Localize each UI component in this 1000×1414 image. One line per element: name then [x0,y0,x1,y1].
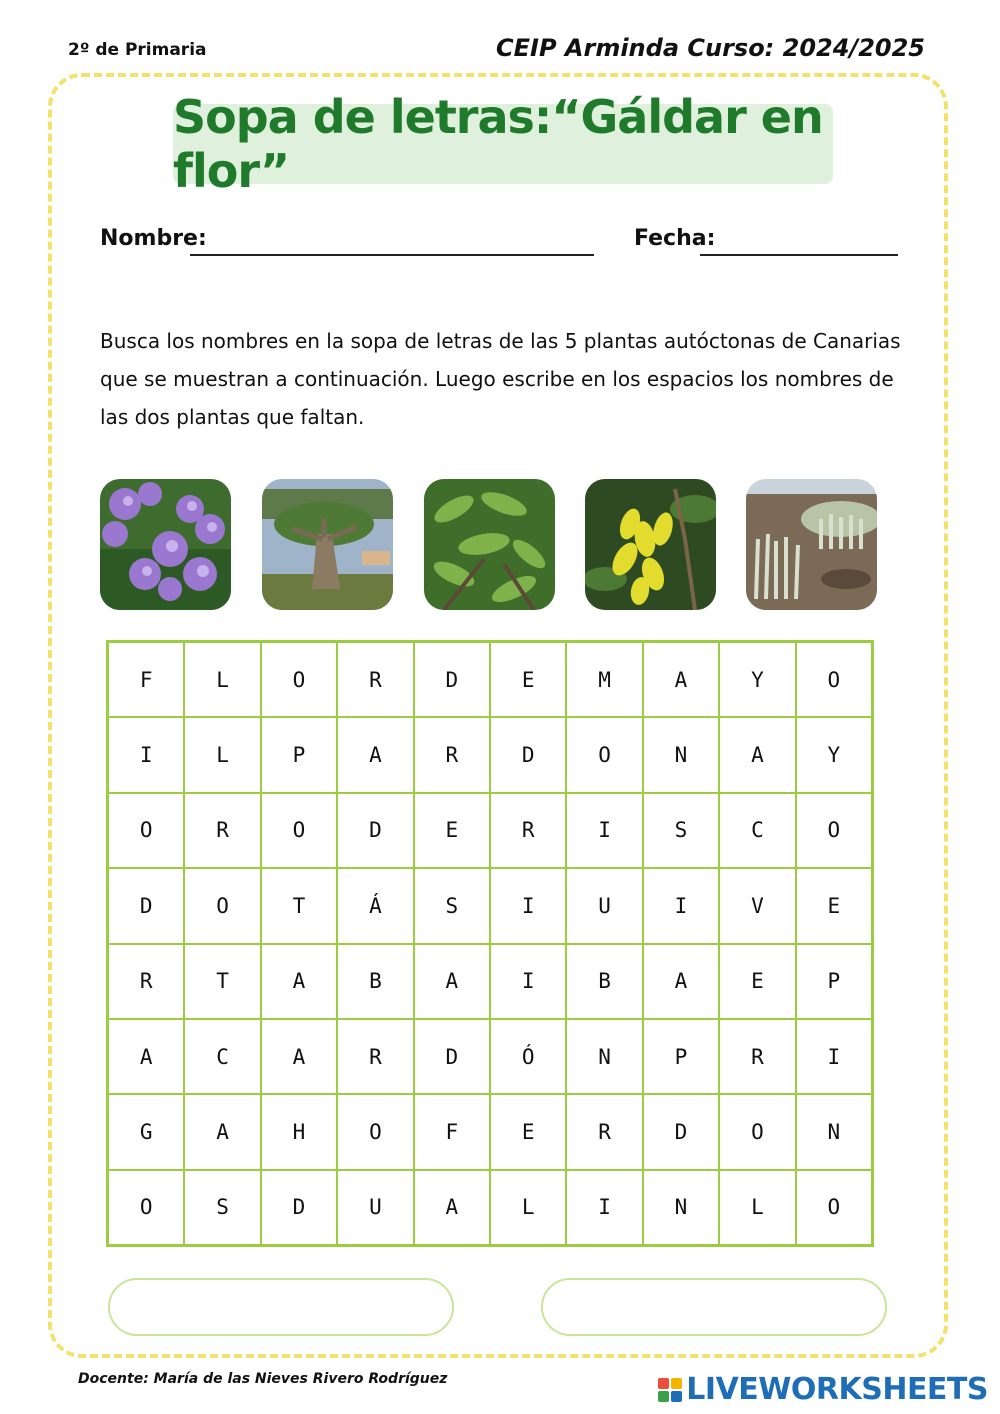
grid-cell[interactable]: R [719,1019,795,1094]
title-banner [173,90,833,198]
grid-cell[interactable]: L [719,1170,795,1245]
grid-cell[interactable]: O [261,642,337,717]
grid-cell[interactable]: I [796,1019,872,1094]
name-line[interactable] [190,254,594,256]
grid-cell[interactable]: O [108,1170,184,1245]
grid-cell[interactable]: A [414,944,490,1019]
grid-cell[interactable]: B [566,944,642,1019]
instructions-text: Busca los nombres en la sopa de letras de las 5 plantas autóctonas de Canarias que se muestran a continuación. Luego escribe en los espacios los nombres de las dos plantas que faltan. [100,329,901,429]
grid-cell[interactable]: C [719,793,795,868]
grid-cell[interactable]: V [719,868,795,943]
grid-cell[interactable]: S [414,868,490,943]
grade-label: 2º de Primaria [68,40,207,60]
grid-cell[interactable]: B [337,944,413,1019]
grid-cell[interactable]: R [337,642,413,717]
grid-cell[interactable]: I [108,717,184,792]
grid-cell[interactable]: E [796,868,872,943]
yellow-flowers-photo [585,479,716,610]
grid-cell[interactable]: I [490,944,566,1019]
grid-cell[interactable]: E [490,642,566,717]
grid-cell[interactable]: D [490,717,566,792]
brand-name: LIVEWORKSHEETS [686,1372,988,1407]
grid-cell[interactable]: S [643,793,719,868]
date-label: Fecha: [634,226,716,251]
grid-cell[interactable]: Ó [490,1019,566,1094]
grid-cell[interactable]: D [261,1170,337,1245]
teacher-credit: Docente: María de las Nieves Rivero Rodríguez [78,1371,448,1387]
grid-cell[interactable]: D [414,1019,490,1094]
grid-cell[interactable]: F [108,642,184,717]
grid-cell[interactable]: E [719,944,795,1019]
page-title: Sopa de letras:“Gáldar en flor” [173,90,823,198]
grid-cell[interactable]: L [184,642,260,717]
grid-cell[interactable]: G [108,1094,184,1169]
grid-cell[interactable]: L [184,717,260,792]
grid-cell[interactable]: C [184,1019,260,1094]
grid-cell[interactable]: D [643,1094,719,1169]
grid-cell[interactable]: F [414,1094,490,1169]
grid-cell[interactable]: A [261,1019,337,1094]
grid-cell[interactable]: R [414,717,490,792]
grid-cell[interactable]: N [643,1170,719,1245]
liveworksheets-logo-icon [658,1378,682,1402]
grid-cell[interactable]: U [337,1170,413,1245]
grid-cell[interactable]: N [796,1094,872,1169]
grid-cell[interactable]: A [643,642,719,717]
grid-cell[interactable]: H [261,1094,337,1169]
grid-cell[interactable]: O [796,1170,872,1245]
grid-cell[interactable]: O [261,793,337,868]
grid-cell[interactable]: R [337,1019,413,1094]
grid-cell[interactable]: R [184,793,260,868]
grid-cell[interactable]: A [719,717,795,792]
word-search-grid [106,640,874,1247]
grid-cell[interactable]: D [414,642,490,717]
grid-cell[interactable]: P [261,717,337,792]
date-line[interactable] [700,254,898,256]
green-shrub-photo [424,479,555,610]
grid-cell[interactable]: O [337,1094,413,1169]
grid-cell[interactable]: I [566,793,642,868]
grid-cell[interactable]: E [490,1094,566,1169]
grid-cell[interactable]: Y [719,642,795,717]
grid-cell[interactable]: R [108,944,184,1019]
grid-cell[interactable]: N [643,717,719,792]
dragon-tree-photo [262,479,393,610]
grid-cell[interactable]: E [414,793,490,868]
name-label: Nombre: [100,226,207,251]
grid-cell[interactable]: I [566,1170,642,1245]
grid-cell[interactable]: I [490,868,566,943]
grid-cell[interactable]: R [490,793,566,868]
grid-cell[interactable]: I [643,868,719,943]
grid-cell[interactable]: A [184,1094,260,1169]
grid-cell[interactable]: A [261,944,337,1019]
grid-cell[interactable]: O [566,717,642,792]
grid-cell[interactable]: S [184,1170,260,1245]
grid-cell[interactable]: Y [796,717,872,792]
grid-cell[interactable]: M [566,642,642,717]
grid-cell[interactable]: R [566,1094,642,1169]
grid-cell[interactable]: O [796,642,872,717]
grid-cell[interactable]: T [261,868,337,943]
grid-cell[interactable]: O [719,1094,795,1169]
grid-cell[interactable]: U [566,868,642,943]
liveworksheets-brand[interactable] [658,1372,988,1407]
answer-input-1[interactable] [108,1278,454,1336]
grid-cell[interactable]: O [184,868,260,943]
grid-cell[interactable]: T [184,944,260,1019]
grid-cell[interactable]: A [337,717,413,792]
school-course-label: CEIP Arminda Curso: 2024/2025 [496,34,925,62]
grid-cell[interactable]: O [796,793,872,868]
grid-cell[interactable]: O [108,793,184,868]
grid-cell[interactable]: A [414,1170,490,1245]
grid-cell[interactable]: Á [337,868,413,943]
purple-flowers-photo [100,479,231,610]
grid-cell[interactable]: P [796,944,872,1019]
cactus-spurge-photo [746,479,877,610]
grid-cell[interactable]: L [490,1170,566,1245]
grid-cell[interactable]: A [643,944,719,1019]
grid-cell[interactable]: N [566,1019,642,1094]
answer-input-2[interactable] [541,1278,887,1336]
grid-cell[interactable]: D [108,868,184,943]
grid-cell[interactable]: A [108,1019,184,1094]
grid-cell[interactable]: P [643,1019,719,1094]
grid-cell[interactable]: D [337,793,413,868]
